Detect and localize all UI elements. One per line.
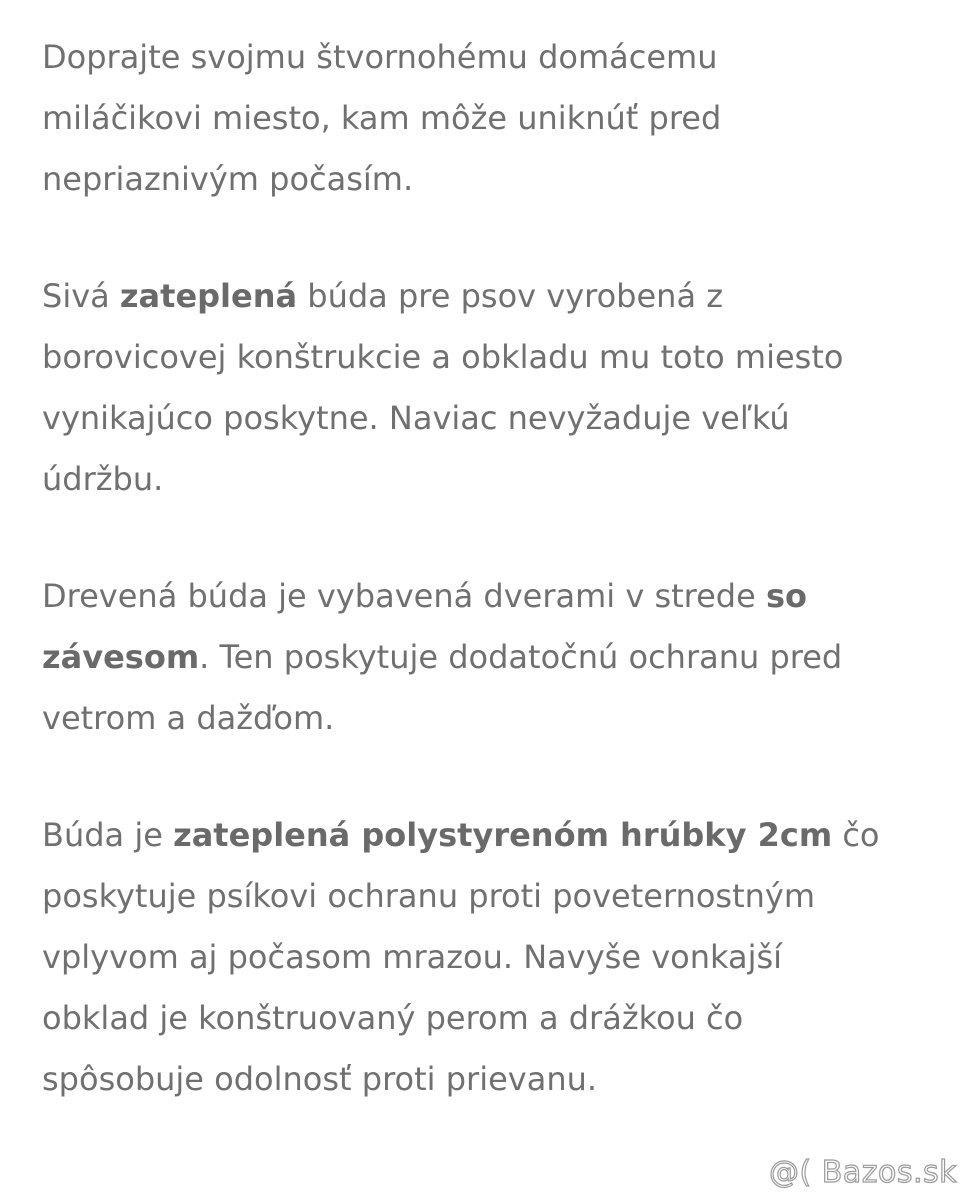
bold-text: so bbox=[765, 577, 807, 615]
bold-text: zateplená polystyrenóm hrúbky 2cm bbox=[173, 816, 833, 854]
text-line bbox=[42, 1049, 967, 1110]
text-line bbox=[42, 88, 967, 149]
text-line bbox=[42, 805, 967, 866]
text-segment: Sivá bbox=[42, 277, 120, 315]
text-line bbox=[42, 327, 967, 388]
text-segment: údržbu. bbox=[42, 460, 164, 498]
text-segment: vetrom a dažďom. bbox=[42, 699, 335, 737]
text-segment: obklad je konštruovaný perom a drážkou čo bbox=[42, 999, 744, 1037]
text-segment: Doprajte svojmu štvornohému domácemu bbox=[42, 38, 718, 76]
text-segment: . Ten poskytuje dodatočnú ochranu pred bbox=[199, 638, 843, 676]
text-line bbox=[42, 266, 967, 327]
text-line bbox=[42, 988, 967, 1049]
paragraph-4 bbox=[42, 805, 967, 1110]
paragraph-3 bbox=[42, 566, 967, 749]
text-segment: miláčikovi miesto, kam môže uniknúť pred bbox=[42, 99, 722, 137]
text-segment: čo bbox=[832, 816, 880, 854]
text-segment: poskytuje psíkovi ochranu proti poveternostným bbox=[42, 877, 816, 915]
text-line bbox=[42, 149, 967, 210]
text-line bbox=[42, 866, 967, 927]
bold-text: závesom bbox=[42, 638, 200, 676]
text-segment: Búda je bbox=[42, 816, 174, 854]
paragraph-1 bbox=[42, 27, 967, 210]
text-line bbox=[42, 388, 967, 449]
text-segment: spôsobuje odolnosť proti prievanu. bbox=[42, 1060, 598, 1098]
paragraph-2 bbox=[42, 266, 967, 510]
text-line bbox=[42, 927, 967, 988]
description-text bbox=[42, 27, 967, 1166]
text-line bbox=[42, 449, 967, 510]
text-segment: nepriaznivým počasím. bbox=[42, 160, 414, 198]
text-segment: vplyvom aj počasom mrazou. Navyše vonkajší bbox=[42, 938, 783, 976]
text-segment: Drevená búda je vybavená dverami v strede bbox=[42, 577, 766, 615]
text-line bbox=[42, 27, 967, 88]
bazos-watermark: @( Bazos.sk bbox=[769, 1155, 957, 1190]
text-line bbox=[42, 688, 967, 749]
text-segment: búda pre psov vyrobená z bbox=[297, 277, 724, 315]
text-segment: vynikajúco poskytne. Naviac nevyžaduje veľkú bbox=[42, 399, 790, 437]
text-segment: borovicovej konštrukcie a obkladu mu toto miesto bbox=[42, 338, 844, 376]
text-line bbox=[42, 627, 967, 688]
bold-text: zateplená bbox=[119, 277, 298, 315]
text-line bbox=[42, 566, 967, 627]
